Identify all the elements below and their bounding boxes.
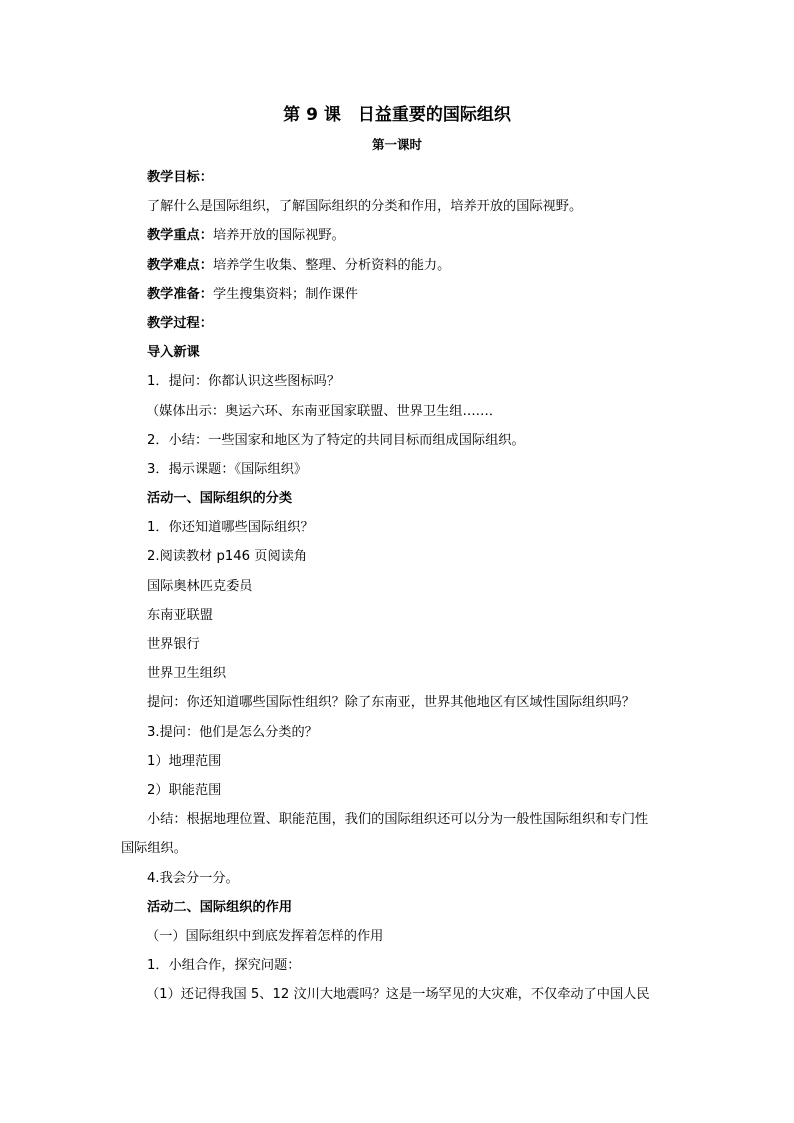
intro-item: 2．小结：一些国家和地区为了特定的共同目标而组成国际组织。	[147, 432, 525, 448]
preparation-text: 学生搜集资料；制作课件	[212, 286, 358, 302]
process-label: 教学过程：	[147, 315, 213, 331]
intro-item: 3．揭示课题：《国际组织》	[147, 461, 308, 477]
objectives-label: 教学目标：	[147, 170, 213, 185]
objectives-text: 了解什么是国际组织，了解国际组织的分类和作用，培养开放的国际视野。	[147, 199, 583, 215]
preparation-label: 教学准备：	[147, 286, 213, 302]
difficulty-text: 培养学生收集、整理、分析资料的能力。	[212, 257, 451, 273]
org-list-item: 世界银行	[147, 637, 200, 652]
activity1-q3: 3.提问：他们是怎么分类的？	[147, 724, 318, 740]
intro-heading: 导入新课	[147, 345, 200, 361]
activity1-heading: 活动一、国际组织的分类	[147, 491, 293, 507]
activity1-q1: 1．你还知道哪些国际组织？	[147, 520, 314, 536]
org-list-item: 国际奥林匹克委员	[147, 578, 253, 594]
org-list-item: 东南亚联盟	[147, 607, 213, 623]
classification-item: 2）职能范围	[147, 782, 222, 798]
difficulty-label: 教学难点：	[147, 257, 213, 273]
activity1-summary-line1: 小结：根据地理位置、职能范围，我们的国际组织还可以分为一般性国际组织和专门性	[147, 812, 649, 828]
activity1-q4: 4.我会分一分。	[147, 870, 239, 886]
activity2-sub: （一）国际组织中到底发挥着怎样的作用	[146, 928, 384, 944]
difficulty-line	[121, 251, 677, 280]
lesson-subtitle: 第一课时	[371, 137, 422, 152]
activity2-heading: 活动二、国际组织的作用	[147, 899, 293, 915]
key-point-line	[121, 221, 677, 250]
objectives-label-line	[121, 163, 677, 192]
preparation-line	[121, 280, 677, 309]
activity1-q2: 2.阅读教材 p146 页阅读角	[147, 549, 308, 565]
lesson-title: 第 9 课 日益重要的国际组织	[283, 105, 511, 125]
document-body	[121, 163, 677, 1009]
key-point-text: 培养开放的国际视野。	[212, 228, 345, 244]
intro-item: （媒体出示：奥运六环、东南亚国家联盟、世界卫生组……．	[146, 403, 503, 419]
activity2-q1: 1．小组合作，探究问题：	[147, 958, 301, 974]
activity2-q1-1: （1）还记得我国 5、12 汶川大地震吗？这是一场罕见的大灾难，不仅牵动了中国人民	[146, 987, 650, 1003]
activity1-ask: 提问：你还知道哪些国际性组织？除了东南亚，世界其他地区有区域性国际组织吗？	[147, 695, 635, 711]
activity1-summary-line2: 国际组织。	[121, 841, 187, 857]
org-list-item: 世界卫生组织	[147, 666, 227, 682]
intro-item: 1．提问：你都认识这些图标吗？	[147, 374, 341, 390]
key-point-label: 教学重点：	[147, 228, 213, 244]
classification-item: 1）地理范围	[147, 753, 222, 769]
